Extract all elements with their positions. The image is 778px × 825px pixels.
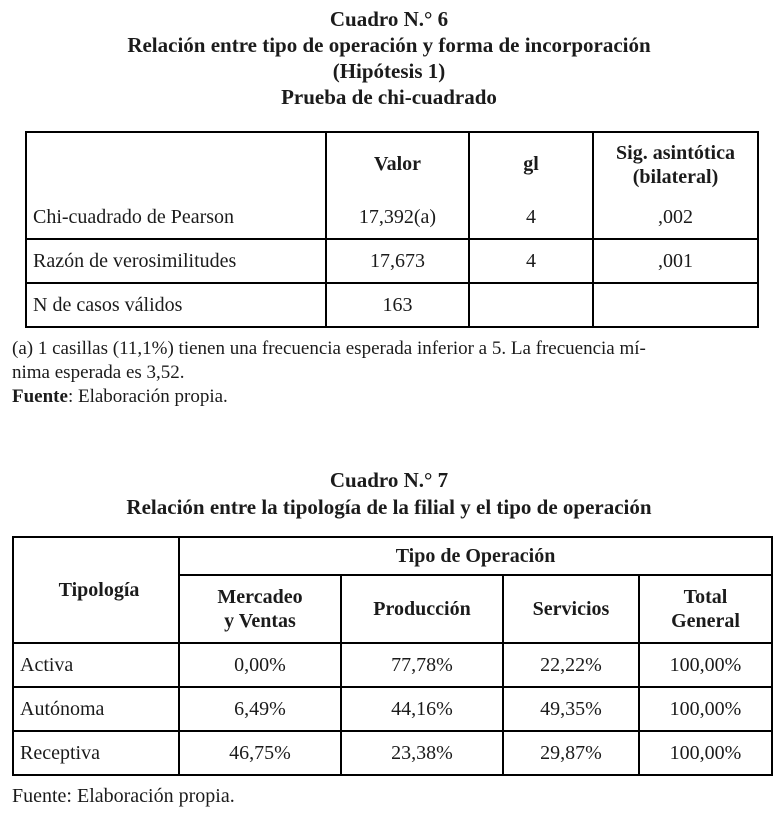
produccion-cell: 77,78%: [341, 643, 503, 687]
sig-cell: ,001: [593, 239, 758, 283]
header-gl: gl: [469, 132, 593, 196]
table-row-receptiva: [13, 731, 772, 775]
row-label: Activa: [13, 643, 179, 687]
mercadeo-cell: 0,00%: [179, 643, 341, 687]
cuadro6-source: [12, 385, 768, 409]
subheader-servicios: Servicios: [503, 575, 639, 643]
tipologia-group-header-row: [13, 537, 772, 575]
cuadro6-footnote: [12, 337, 768, 409]
total-cell: 100,00%: [639, 687, 772, 731]
header-sig-line2: (bilateral): [632, 165, 719, 188]
cuadro6-title-number: Cuadro N.° 6: [329, 7, 449, 31]
row-label: Razón de verosimilitudes: [26, 239, 326, 283]
row-label: N de casos válidos: [26, 283, 326, 327]
mercadeo-line1: Mercadeo: [217, 586, 303, 608]
total-line2: General: [671, 610, 740, 632]
source-label: Fuente: [12, 386, 68, 407]
group-header-tipo-operacion: Tipo de Operación: [179, 537, 772, 575]
gl-cell: 4: [469, 196, 593, 239]
servicios-cell: 49,35%: [503, 687, 639, 731]
row-label: Autónoma: [13, 687, 179, 731]
cuadro6-title-block: [0, 0, 778, 110]
cuadro7-title-number: Cuadro N.° 7: [329, 468, 449, 492]
header-sig-asintotica: [593, 132, 758, 196]
table-row-n-casos: [26, 283, 758, 327]
subheader-mercadeo-ventas: [179, 575, 341, 643]
footnote-line1: (a) 1 casillas (11,1%) tienen una frecuencia esperada inferior a 5. La frecuencia mí-: [12, 338, 646, 359]
header-empty-cell: [26, 132, 326, 196]
servicios-cell: 29,87%: [503, 731, 639, 775]
mercadeo-cell: 6,49%: [179, 687, 341, 731]
header-valor: Valor: [326, 132, 469, 196]
row-label: Chi-cuadrado de Pearson: [26, 196, 326, 239]
cuadro6-title-main: Relación entre tipo de operación y forma de incorporación: [127, 33, 651, 57]
servicios-cell: 22,22%: [503, 643, 639, 687]
gl-cell: 4: [469, 239, 593, 283]
total-cell: 100,00%: [639, 643, 772, 687]
cuadro7-source: Fuente: Elaboración propia.: [12, 785, 235, 807]
valor-cell: 163: [326, 283, 469, 327]
table-row-activa: [13, 643, 772, 687]
sig-cell: ,002: [593, 196, 758, 239]
total-line1: Total: [683, 586, 728, 608]
chi-square-table: [25, 131, 759, 328]
header-sig-line1: Sig. asintótica: [616, 141, 735, 164]
produccion-cell: 44,16%: [341, 687, 503, 731]
table-row-verosimilitudes: [26, 239, 758, 283]
chi-square-header-row: [26, 132, 758, 196]
cuadro7-title-block: [0, 467, 778, 521]
footnote-line2: nima esperada es 3,52.: [12, 362, 185, 383]
cuadro7-title-main: Relación entre la tipología de la filial y el tipo de operación: [126, 495, 652, 519]
mercadeo-line2: y Ventas: [224, 610, 296, 632]
gl-cell: [469, 283, 593, 327]
source-text: : Elaboración propia.: [67, 386, 228, 407]
table-row-pearson: [26, 196, 758, 239]
tipologia-table: [12, 536, 773, 776]
total-cell: 100,00%: [639, 731, 772, 775]
sig-cell: [593, 283, 758, 327]
valor-cell: 17,392(a): [326, 196, 469, 239]
cuadro6-title-hipotesis: (Hipótesis 1): [332, 59, 446, 83]
valor-cell: 17,673: [326, 239, 469, 283]
table-row-autonoma: [13, 687, 772, 731]
cuadro6-title-test: Prueba de chi-cuadrado: [281, 85, 497, 109]
produccion-cell: 23,38%: [341, 731, 503, 775]
subheader-produccion: Producción: [341, 575, 503, 643]
mercadeo-cell: 46,75%: [179, 731, 341, 775]
subheader-total-general: [639, 575, 772, 643]
corner-header-tipologia: Tipología: [13, 537, 179, 643]
row-label: Receptiva: [13, 731, 179, 775]
